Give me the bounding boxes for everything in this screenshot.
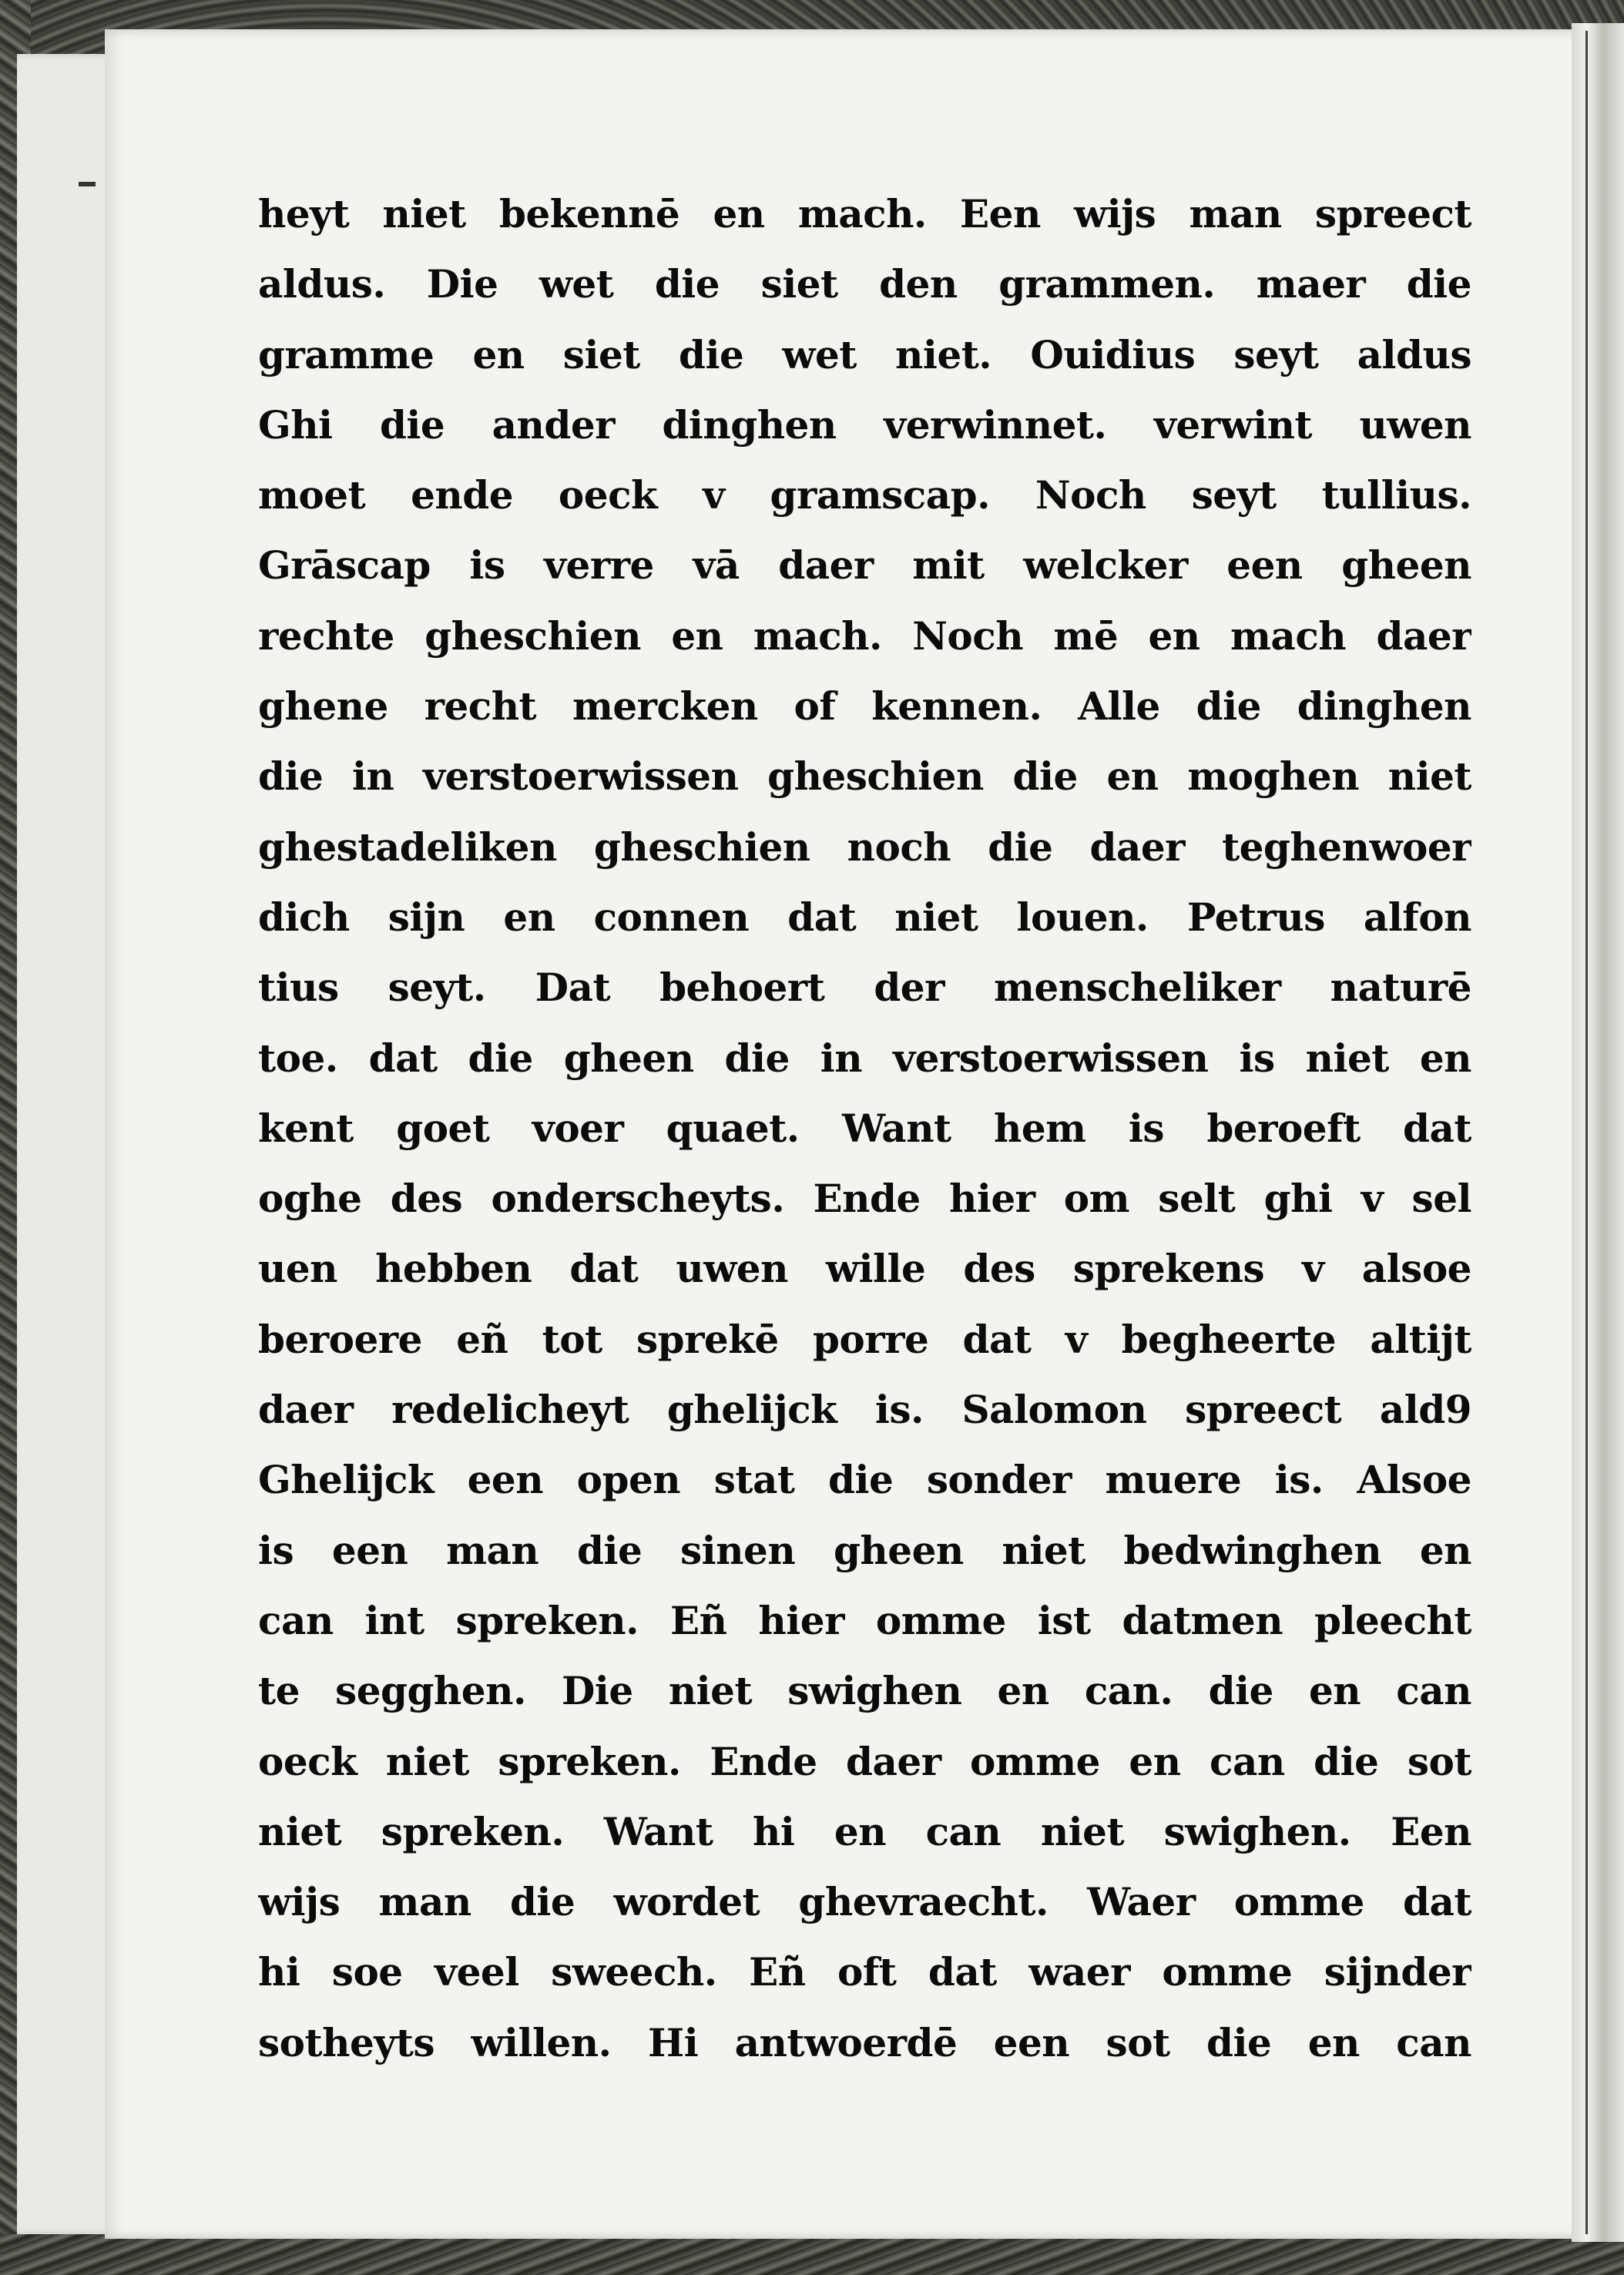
page-edge-shadow-line bbox=[1585, 31, 1588, 2234]
text-line: gramme en siet die wet niet. Ouidius seyt aldus bbox=[258, 331, 1471, 377]
text-line: can int spreken. Eñ hier omme ist datmen pleecht bbox=[258, 1597, 1471, 1643]
text-line: Ghelijck een open stat die sonder muere is. Alsoe bbox=[258, 1457, 1471, 1503]
text-line: tius seyt. Dat behoert der menscheliker naturē bbox=[258, 965, 1471, 1011]
text-line: hi soe veel sweech. Eñ oft dat waer omme sijnder bbox=[258, 1949, 1471, 1995]
text-line: oeck niet spreken. Ende daer omme en can die sot bbox=[258, 1738, 1471, 1784]
text-line: daer redelicheyt ghelijck is. Salomon spreect ald9 bbox=[258, 1387, 1471, 1433]
text-line: ghestadeliken gheschien noch die daer teghenwoer bbox=[258, 824, 1471, 870]
text-line: aldus. Die wet die siet den grammen. maer die bbox=[258, 261, 1471, 307]
text-line: moet ende oeck v gramscap. Noch seyt tullius. bbox=[258, 472, 1471, 518]
text-line: rechte gheschien en mach. Noch mē en mach daer bbox=[258, 612, 1471, 659]
text-line: wijs man die wordet ghevraecht. Waer omme dat bbox=[258, 1879, 1471, 1925]
text-line: sotheyts willen. Hi antwoerdē een sot die en can bbox=[258, 2019, 1471, 2065]
text-line: heyt niet bekennē en mach. Een wijs man spreect bbox=[258, 191, 1471, 237]
text-line: Grāscap is verre vā daer mit welcker een gheen bbox=[258, 542, 1471, 589]
blackletter-text-block bbox=[258, 179, 1471, 2078]
text-line: te segghen. Die niet swighen en can. die en can bbox=[258, 1668, 1471, 1714]
text-line: kent goet voer quaet. Want hem is beroeft dat bbox=[258, 1105, 1471, 1151]
text-line: dich sijn en connen dat niet louen. Petrus alfon bbox=[258, 894, 1471, 940]
text-line: niet spreken. Want hi en can niet swighen. Een bbox=[258, 1808, 1471, 1854]
marbled-board-bottom bbox=[0, 2234, 1624, 2275]
text-line: uen hebben dat uwen wille des sprekens v alsoe bbox=[258, 1246, 1471, 1292]
page-edges-right bbox=[1572, 23, 1624, 2242]
text-line: Ghi die ander dinghen verwinnet. verwint uwen bbox=[258, 401, 1471, 448]
text-line: is een man die sinen gheen niet bedwinghen en bbox=[258, 1527, 1471, 1573]
text-line: ghene recht mercken of kennen. Alle die dinghen bbox=[258, 683, 1471, 730]
pin-mark bbox=[79, 182, 96, 186]
text-line: beroere eñ tot sprekē porre dat v begheerte altijt bbox=[258, 1316, 1471, 1362]
text-line: die in verstoerwissen gheschien die en moghen niet bbox=[258, 753, 1471, 800]
text-line: oghe des onderscheyts. Ende hier om selt ghi v sel bbox=[258, 1176, 1471, 1222]
text-line: toe. dat die gheen die in verstoerwissen is niet en bbox=[258, 1035, 1471, 1081]
